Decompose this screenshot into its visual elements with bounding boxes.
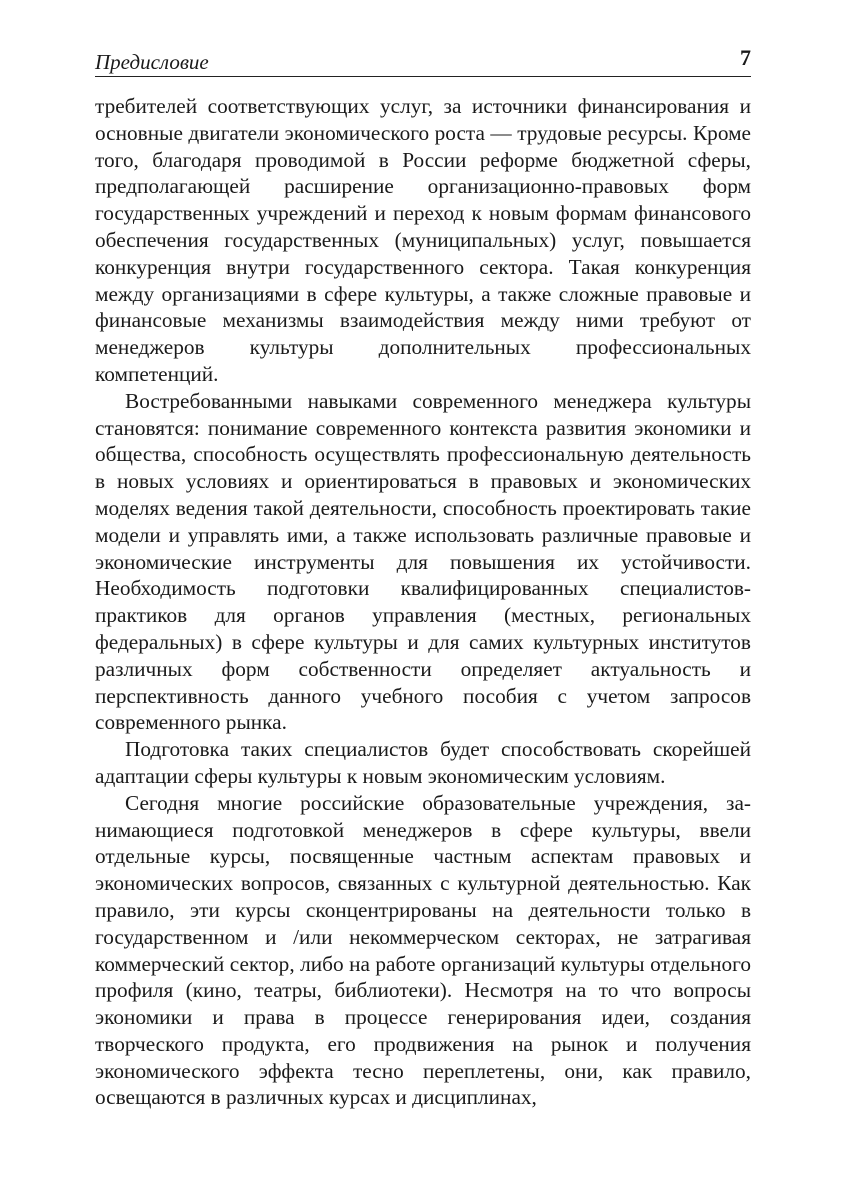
paragraph: Востребованными навыками современного менеджера культуры становятся: понимание современного контекста развития экономики и общества, способность осуществлять профессиональную деятельность в новых условиях и ориентироваться в правовых и экономических моделях ведения такой деятельности, способность проектировать такие модели и управлять ими, а также использовать различные правовые и экономические инструменты для повышения их устойчивости. Необходимость подготовки квалифицированных специалистов-практиков для органов управления (местных, региональных федеральных) в сфере культуры и для самих культурных институтов различных форм собственности определяет актуальность и перспективность данного учебного пособия с учетом запросов современного рынка. <box>95 388 751 735</box>
page-number: 7 <box>740 45 751 70</box>
running-header <box>95 42 751 77</box>
book-page <box>95 42 751 1111</box>
paragraph: Подготовка таких специалистов будет способствовать скорейшей адаптации сферы культуры к новым экономическим условиям. <box>95 737 751 788</box>
running-header-title: Предисловие <box>95 50 209 74</box>
body-text <box>95 93 751 1111</box>
paragraph-continued: требителей соответствующих услуг, за источники финансирования и основные двигатели экономического роста — трудовые ресурсы. Кроме того, благодаря проводимой в России реформе бюджетной сферы, предполагающей расширение организационно-правовых форм государственных учреждений и переход к новым формам финансового обеспечения государственных (муниципальных) услуг, повышается конкуренция внутри государственного сектора. Такая конкуренция между организациями в сфере культуры, а также сложные правовые и финансовые механизмы взаимодействия между ними требуют от менеджеров культуры дополнительных профессиональных компетенций. <box>95 94 751 386</box>
paragraph: Сегодня многие российские образовательные учреждения, занимающиеся подготовкой менеджеров в сфере культуры, ввели отдельные курсы, посвященные частным аспектам правовых и экономических вопросов, связанных с культурной деятельностью. Как правило, эти курсы сконцентрированы на деятельности только в государственном и /или некоммерческом секторах, не затрагивая коммерческий сектор, либо на работе организаций культуры отдельного профиля (кино, театры, библиотеки). Несмотря на то что вопросы экономики и права в процессе генерирования идеи, создания творческого продукта, его продвижения на рынок и получения экономического эффекта тесно переплетены, они, как правило, освещаются в различных курсах и дисциплинах, <box>95 790 751 1110</box>
